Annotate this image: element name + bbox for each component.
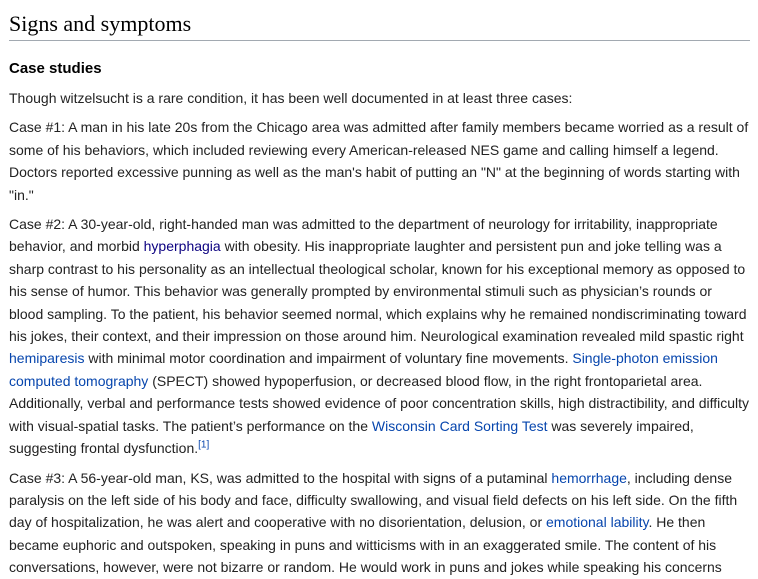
case-3-text-3: . He then became euphoric and outspoken, speaking in puns and witticisms with in an exaggerated smile. The content of his conversations, however, were not bizarre or random. He would work in puns and jokes while speaking his concerns: [9, 514, 722, 576]
case-3-text-1: Case #3: A 56-year-old man, KS, was admitted to the hospital with signs of a putaminal: [9, 469, 552, 486]
hemorrhage-link[interactable]: hemorrhage: [551, 469, 627, 486]
case-3-paragraph: [9, 467, 750, 579]
hyperphagia-link[interactable]: hyperphagia: [143, 238, 221, 255]
hemiparesis-link[interactable]: hemiparesis: [9, 350, 85, 367]
case-2-text-3: with minimal motor coordination and impairment of voluntary fine movements.: [84, 350, 573, 367]
spect-link[interactable]: Single-photon emission computed tomography: [9, 350, 718, 389]
case-2-text-5: was severely impaired, suggesting frontal dysfunction.: [9, 417, 694, 457]
case-2-text-2: with obesity. His inappropriate laughter and persistent pun and joke telling was a sharp contrast to his personality as an intellectual theological scholar, known for his exceptional memory as opposed to his sense of humor. This behavior was generally prompted by environmental stimuli such as physician’s rounds or blood sampling. To the patient, his behavior seemed normal, which explains why he remained nondiscriminating toward his jokes, their context, and their impression on those around him. Neurological examination revealed mild spastic right: [9, 238, 747, 345]
case-1-paragraph: Case #1: A man in his late 20s from the Chicago area was admitted after family members became worried as a result of some of his behaviors, which included reviewing every American-released NES game and calling himself a legend. Doctors reported excessive punning as well as the man's habit of putting an "N" at the beginning of words starting with "in.": [9, 119, 749, 203]
case-2-text-1: Case #2: A 30-year-old, right-handed man was admitted to the department of neurology for irritability, inappropriate behavior, and morbid: [9, 216, 718, 255]
wisconsin-card-sorting-test-link[interactable]: Wisconsin Card Sorting Test: [371, 417, 548, 434]
emotional-lability-link[interactable]: emotional lability: [546, 514, 649, 531]
section-heading: Signs and symptoms: [9, 0, 750, 41]
reference-1-link[interactable]: [1]: [198, 439, 210, 451]
subsection-heading: Case studies: [9, 60, 102, 77]
intro-paragraph: Though witzelsucht is a rare condition, it has been well documented in at least three cases:: [9, 90, 573, 106]
case-3-text-2: , including dense paralysis on the left side of his body and face, difficulty swallowing, and visual field defects on his left side. On the fifth day of hospitalization, he was alert and cooperative with no disorientation, delusion, or: [9, 469, 738, 531]
case-2-paragraph: [9, 213, 750, 459]
case-2-text-4: (SPECT) showed hypoperfusion, or decreased blood flow, in the right frontoparietal area. Additionally, verbal and performance tests showed evidence of poor concentration skills, high distractibility, and difficulty with visual-spatial tasks. The patient’s performance on the: [9, 372, 750, 434]
